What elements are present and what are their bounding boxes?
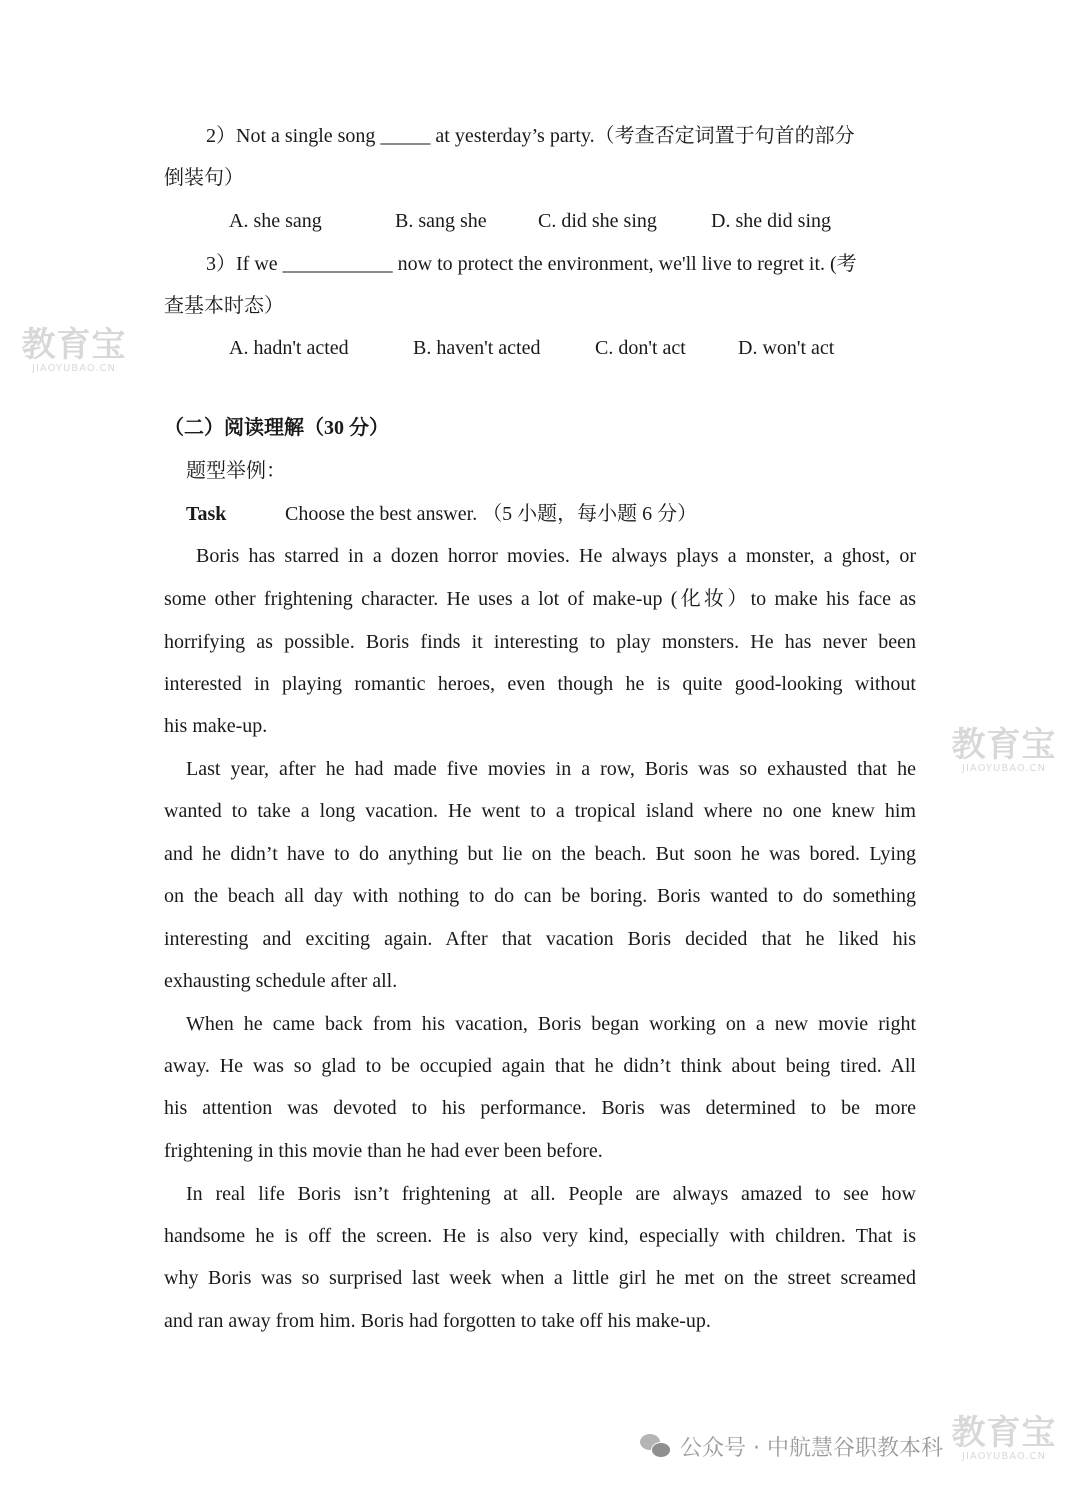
passage-line: and ran away from him. Boris had forgotten to take off his make-up. — [164, 1310, 711, 1332]
passage-line: Boris has starred in a dozen horror movies. He always plays a monster, a ghost, or — [196, 545, 916, 567]
passage-line: some other frightening character. He uses a lot of make-up (化妆）to make his face as — [164, 588, 916, 610]
wechat-icon — [640, 1434, 670, 1458]
footer-account-name: 公众号 · 中航慧谷职教本科 — [680, 1435, 943, 1461]
watermark-domain: JIAOYUBAO.CN — [962, 763, 1046, 774]
q3-stem-line1: 3）If we ___________ now to protect the environment, we'll live to regret it. (考 — [206, 253, 857, 275]
watermark-logo — [944, 725, 1064, 774]
passage-line: In real life Boris isn’t frightening at all. People are always amazed to see how — [186, 1183, 916, 1205]
passage-line: exhausting schedule after all. — [164, 970, 398, 992]
watermark-title: 教育宝 — [951, 1413, 1057, 1453]
q2-stem-line2: 倒装句） — [164, 167, 244, 189]
task-label: Task — [186, 503, 227, 525]
watermark-logo — [14, 325, 134, 374]
passage-line: interested in playing romantic heroes, even though he is quite good-looking without — [164, 673, 916, 695]
passage-line: and he didn’t have to do anything but lie on the beach. But soon he was bored. Lying — [164, 843, 916, 865]
wechat-footer — [640, 1426, 943, 1466]
passage-line: interesting and exciting again. After that vacation Boris decided that he liked his — [164, 928, 916, 950]
q3-option-c: C. don't act — [595, 337, 686, 359]
q2-stem-line1: 2）Not a single song _____ at yesterday’s party.（考查否定词置于句首的部分 — [206, 125, 855, 147]
q3-stem-line2: 查基本时态） — [164, 295, 284, 317]
q3-option-b: B. haven't acted — [413, 337, 541, 359]
example-label: 题型举例： — [186, 460, 286, 482]
watermark-title: 教育宝 — [21, 325, 127, 365]
passage-line: handsome he is off the screen. He is also very kind, especially with children. That is — [164, 1225, 916, 1247]
passage-line: his attention was devoted to his performance. Boris was determined to be more — [164, 1097, 916, 1119]
watermark-logo — [944, 1413, 1064, 1462]
q2-option-b: B. sang she — [395, 210, 487, 232]
passage-line: horrifying as possible. Boris finds it interesting to play monsters. He has never been — [164, 631, 916, 653]
task-instruction: Choose the best answer. （5 小题，每小题 6 分） — [285, 503, 698, 525]
q2-option-a: A. she sang — [229, 210, 322, 232]
q3-option-a: A. hadn't acted — [229, 337, 349, 359]
passage-line: away. He was so glad to be occupied again that he didn’t think about being tired. All — [164, 1055, 916, 1077]
watermark-title: 教育宝 — [951, 725, 1057, 765]
passage-line: When he came back from his vacation, Boris began working on a new movie right — [186, 1013, 916, 1035]
passage-line: wanted to take a long vacation. He went to a tropical island where no one knew him — [164, 800, 916, 822]
watermark-domain: JIAOYUBAO.CN — [32, 363, 116, 374]
passage-line: on the beach all day with nothing to do can be boring. Boris wanted to do something — [164, 885, 916, 907]
passage-line: Last year, after he had made five movies in a row, Boris was so exhausted that he — [186, 758, 916, 780]
q2-option-c: C. did she sing — [538, 210, 657, 232]
section-heading: （二）阅读理解（30 分） — [164, 417, 389, 439]
q3-option-d: D. won't act — [738, 337, 835, 359]
passage-line: his make-up. — [164, 715, 268, 737]
q2-option-d: D. she did sing — [711, 210, 831, 232]
passage-line: frightening in this movie than he had ever been before. — [164, 1140, 603, 1162]
passage-line: why Boris was so surprised last week when a little girl he met on the street screamed — [164, 1267, 916, 1289]
watermark-domain: JIAOYUBAO.CN — [962, 1451, 1046, 1462]
